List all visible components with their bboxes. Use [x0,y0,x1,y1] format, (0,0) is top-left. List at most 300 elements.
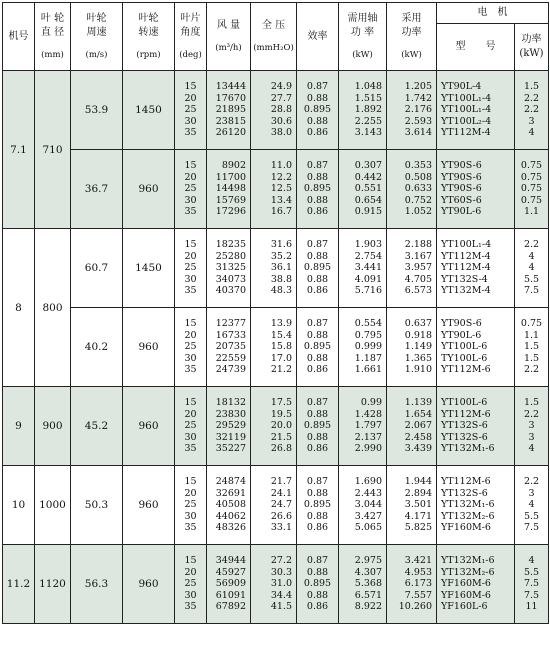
blade-angle-value: 15 [184,397,197,409]
used-power-value: 3.167 [404,250,432,262]
motor-power-value: 5.5 [523,273,540,285]
used-power-value: 6.173 [404,578,432,590]
used-power-value: 0.918 [404,329,432,341]
motor-model-value: YT90S-6 [441,183,482,195]
table-row [3,150,549,229]
used-power-value: 4.953 [404,566,432,578]
efficiency-value: 0.88 [306,194,329,206]
airflow-cell [207,71,251,150]
shaft-power-value: 2.255 [354,115,382,127]
used-power-value: 5.825 [404,522,432,534]
motor-power-value: 4 [528,127,535,139]
motor-power-value: 2.2 [523,92,540,104]
shaft-power-value: 4.307 [354,566,382,578]
shaft-power-value: 3.441 [354,262,382,274]
total-pressure-value: 13.9 [270,318,292,330]
rpm-cell: 1450 [123,229,175,308]
motor-power-value: 0.75 [520,183,543,195]
total-pressure-value: 21.2 [270,364,292,376]
used-power-value: 1.139 [404,397,432,409]
used-power-value: 2.593 [404,115,432,127]
airflow-value: 26120 [215,127,246,139]
total-pressure-value: 15.4 [270,329,292,341]
blade-angle-value: 35 [184,127,197,139]
tip-speed-cell: 56.3 [71,545,123,624]
used-power-value: 0.353 [404,160,432,172]
airflow-value: 48326 [215,522,246,534]
blade-angle-value: 35 [184,601,197,613]
total-pressure-value: 30.3 [270,566,292,578]
impeller-diameter-cell: 1120 [35,545,71,624]
shaft-power-value: 0.307 [354,160,382,172]
total-pressure-value: 16.7 [270,206,292,218]
total-pressure-value: 48.3 [270,285,292,297]
total-pressure-value: 21.5 [270,431,292,443]
efficiency-value: 0.86 [306,601,329,613]
motor-model-value: YT132S-6 [441,431,488,443]
used-power-value: 2.067 [404,420,432,432]
shaft-power-value: 4.091 [354,273,382,285]
shaft-power-value: 0.915 [354,206,382,218]
total-pressure-value: 13.4 [270,194,292,206]
blade-angle-value: 20 [184,92,197,104]
motor-model-value: YF160M-6 [441,578,491,590]
shaft-power-value: 0.554 [354,318,382,330]
total-pressure-value: 20.0 [270,420,292,432]
airflow-value: 8902 [221,160,246,172]
rpm-cell: 1450 [123,71,175,150]
efficiency-value: 0.895 [303,420,332,432]
motor-power-value: 2.2 [523,476,540,488]
blade-angle-value: 30 [184,115,197,127]
header-motor: 电 机 [437,3,549,24]
total-pressure-value: 21.7 [270,476,292,488]
airflow-value: 11700 [215,171,246,183]
rpm-cell: 960 [123,308,175,387]
airflow-cell [207,150,251,229]
airflow-value: 13444 [215,81,246,93]
airflow-value: 17670 [215,92,246,104]
motor-model-value: TY100L-6 [441,352,488,364]
tip-speed-cell: 40.2 [71,308,123,387]
machine-number-cell: 10 [3,466,35,545]
tip-speed-cell: 60.7 [71,229,123,308]
motor-power-value: 7.5 [523,589,540,601]
motor-model-value: YT132M₁-6 [441,443,495,455]
motor-power-value: 0.75 [520,194,543,206]
airflow-value: 29529 [215,420,246,432]
total-pressure-value: 35.2 [270,250,292,262]
motor-power-value: 4 [528,250,535,262]
used-power-value: 0.508 [404,171,432,183]
used-power-value: 1.365 [404,352,432,364]
motor-model-value: YT112M-6 [441,476,491,488]
motor-power-cell [515,545,549,624]
efficiency-value: 0.88 [306,589,329,601]
airflow-value: 12377 [215,318,246,330]
motor-model-value: YT112M-6 [441,408,491,420]
blade-angle-value: 35 [184,364,197,376]
total-pressure-value: 12.2 [270,171,292,183]
efficiency-value: 0.88 [306,250,329,262]
shaft-power-cell [339,308,387,387]
total-pressure-value: 11.0 [270,160,292,172]
efficiency-value: 0.88 [306,408,329,420]
total-pressure-value: 27.7 [270,92,292,104]
motor-power-value: 1.5 [523,397,540,409]
shaft-power-value: 0.999 [354,341,382,353]
used-power-value: 2.176 [404,104,432,116]
used-power-value: 4.705 [404,273,432,285]
blade-angle-value: 30 [184,510,197,522]
motor-power-value: 3 [528,431,535,443]
table-row [3,545,549,624]
rpm-cell: 960 [123,150,175,229]
rpm-cell: 960 [123,466,175,545]
efficiency-cell [297,308,339,387]
blade-angle-value: 15 [184,81,197,93]
used-power-value: 3.614 [404,127,432,139]
airflow-cell [207,466,251,545]
efficiency-value: 0.895 [303,499,332,511]
blade-angle-value: 35 [184,443,197,455]
total-pressure-value: 19.5 [270,408,292,420]
blade-angle-value: 20 [184,329,197,341]
motor-model-value: YT100L-6 [441,397,488,409]
airflow-value: 56909 [215,578,246,590]
used-power-value: 2.188 [404,239,432,251]
motor-power-value: 7.5 [523,578,540,590]
table-row [3,466,549,545]
motor-model-value: YT132M-4 [441,285,491,297]
motor-model-value: YF160M-6 [441,522,491,534]
total-pressure-cell [251,150,297,229]
efficiency-value: 0.895 [303,262,332,274]
efficiency-cell [297,229,339,308]
airflow-value: 18235 [215,239,246,251]
used-power-value: 1.910 [404,364,432,376]
motor-model-value: YT100L₁-4 [441,239,492,251]
motor-power-value: 7.5 [523,522,540,534]
blade-angle-value: 25 [184,262,197,274]
tip-speed-cell: 45.2 [71,387,123,466]
blade-angle-value: 25 [184,104,197,116]
header-total-pressure: 全 压 (mmH₂O) [251,3,297,71]
header-efficiency: 效率 [297,3,339,71]
total-pressure-cell [251,229,297,308]
impeller-diameter-cell: 1000 [35,466,71,545]
used-power-value: 0.633 [404,183,432,195]
motor-power-value: 3 [528,420,535,432]
motor-model-value: YT60S-6 [441,194,482,206]
total-pressure-value: 28.8 [270,104,292,116]
total-pressure-value: 24.9 [270,81,292,93]
shaft-power-value: 0.442 [354,171,382,183]
motor-model-value: YT112M-6 [441,364,491,376]
total-pressure-value: 38.0 [270,127,292,139]
blade-angle-cell [175,71,207,150]
shaft-power-value: 2.990 [354,443,382,455]
motor-model-value: YT132S-6 [441,420,488,432]
used-power-value: 1.654 [404,408,432,420]
airflow-value: 61091 [215,589,246,601]
motor-model-value: YT100L₁-4 [441,92,492,104]
efficiency-cell [297,150,339,229]
motor-model-value: YT112M-4 [441,127,491,139]
airflow-value: 14498 [215,183,246,195]
fan-performance-table [2,2,549,624]
motor-model-value: YT100L₂-4 [441,115,492,127]
total-pressure-cell [251,466,297,545]
header-motor-model: 型 号 [437,24,515,71]
table-row [3,71,549,150]
used-power-value: 2.894 [404,487,432,499]
rpm-cell: 960 [123,387,175,466]
motor-power-value: 3 [528,487,535,499]
motor-power-value: 2.2 [523,364,540,376]
motor-power-value: 5.5 [523,510,540,522]
motor-model-cell [437,466,515,545]
used-power-value: 0.752 [404,194,432,206]
header-airflow: 风 量 (m³/h) [207,3,251,71]
motor-power-value: 2.2 [523,104,540,116]
header-machine-number: 机号 [3,3,35,71]
airflow-value: 44062 [215,510,246,522]
shaft-power-value: 1.187 [354,352,382,364]
header-used-power: 采用 功率 (kW) [387,3,437,71]
used-power-value: 1.205 [404,81,432,93]
total-pressure-value: 38.8 [270,273,292,285]
total-pressure-value: 17.0 [270,352,292,364]
impeller-diameter-cell: 900 [35,387,71,466]
motor-model-value: YT132M₁-6 [441,499,495,511]
efficiency-value: 0.88 [306,273,329,285]
header-shaft-power: 需用轴 功 率 (kW) [339,3,387,71]
motor-power-value: 0.75 [520,160,543,172]
motor-power-cell [515,229,549,308]
total-pressure-value: 26.8 [270,443,292,455]
efficiency-value: 0.87 [306,81,329,93]
efficiency-value: 0.88 [306,329,329,341]
motor-power-value: 5.5 [523,566,540,578]
total-pressure-value: 26.6 [270,510,292,522]
shaft-power-value: 1.892 [354,104,382,116]
airflow-value: 45927 [215,566,246,578]
efficiency-cell [297,466,339,545]
blade-angle-value: 30 [184,273,197,285]
efficiency-value: 0.87 [306,476,329,488]
airflow-value: 40508 [215,499,246,511]
airflow-value: 23815 [215,115,246,127]
used-power-cell [387,229,437,308]
shaft-power-value: 2.443 [354,487,382,499]
used-power-value: 10.260 [398,601,432,613]
motor-model-cell [437,150,515,229]
shaft-power-value: 8.922 [354,601,382,613]
efficiency-value: 0.86 [306,443,329,455]
motor-power-value: 1.5 [523,341,540,353]
airflow-cell [207,387,251,466]
motor-model-value: YT100L-6 [441,341,488,353]
total-pressure-value: 41.5 [270,601,292,613]
shaft-power-cell [339,387,387,466]
total-pressure-value: 17.5 [270,397,292,409]
airflow-value: 34073 [215,273,246,285]
efficiency-cell [297,387,339,466]
shaft-power-value: 2.754 [354,250,382,262]
motor-power-cell [515,71,549,150]
shaft-power-value: 5.716 [354,285,382,297]
efficiency-value: 0.895 [303,341,332,353]
airflow-value: 24739 [215,364,246,376]
shaft-power-value: 3.044 [354,499,382,511]
used-power-value: 3.501 [404,499,432,511]
blade-angle-value: 30 [184,352,197,364]
used-power-cell [387,387,437,466]
efficiency-value: 0.88 [306,115,329,127]
motor-model-value: YT132M₂-6 [441,566,495,578]
total-pressure-value: 24.1 [270,487,292,499]
table-row [3,308,549,387]
blade-angle-value: 30 [184,589,197,601]
airflow-value: 18132 [215,397,246,409]
motor-power-cell [515,387,549,466]
blade-angle-value: 15 [184,555,197,567]
motor-model-cell [437,545,515,624]
motor-model-value: YT112M-4 [441,262,491,274]
efficiency-value: 0.87 [306,397,329,409]
shaft-power-value: 0.795 [354,329,382,341]
efficiency-value: 0.895 [303,578,332,590]
motor-model-value: YT90S-6 [441,171,482,183]
motor-power-cell [515,308,549,387]
airflow-value: 34944 [215,555,246,567]
shaft-power-cell [339,71,387,150]
blade-angle-value: 25 [184,183,197,195]
shaft-power-value: 1.661 [354,364,382,376]
used-power-cell [387,545,437,624]
efficiency-cell [297,71,339,150]
used-power-cell [387,308,437,387]
impeller-diameter-cell: 710 [35,71,71,229]
shaft-power-value: 1.690 [354,476,382,488]
shaft-power-value: 1.428 [354,408,382,420]
blade-angle-value: 20 [184,487,197,499]
tip-speed-cell: 50.3 [71,466,123,545]
motor-model-cell [437,308,515,387]
airflow-value: 31325 [215,262,246,274]
used-power-value: 1.149 [404,341,432,353]
airflow-value: 25280 [215,250,246,262]
header-impeller-diameter: 叶 轮 直 径 (mm) [35,3,71,71]
motor-model-value: YT100L₁-4 [441,104,492,116]
efficiency-value: 0.88 [306,510,329,522]
blade-angle-value: 15 [184,318,197,330]
shaft-power-value: 2.137 [354,431,382,443]
motor-model-cell [437,387,515,466]
shaft-power-value: 0.551 [354,183,382,195]
used-power-cell [387,71,437,150]
total-pressure-cell [251,71,297,150]
blade-angle-cell [175,466,207,545]
shaft-power-value: 2.975 [354,555,382,567]
motor-model-value: YF160M-6 [441,589,491,601]
airflow-value: 21895 [215,104,246,116]
machine-number-cell: 9 [3,387,35,466]
blade-angle-value: 20 [184,171,197,183]
shaft-power-value: 3.143 [354,127,382,139]
motor-power-value: 2.2 [523,239,540,251]
blade-angle-cell [175,387,207,466]
used-power-value: 1.052 [404,206,432,218]
shaft-power-cell [339,150,387,229]
blade-angle-cell [175,545,207,624]
total-pressure-cell [251,308,297,387]
motor-model-value: YT132M₁-6 [441,555,495,567]
efficiency-value: 0.87 [306,239,329,251]
motor-power-value: 2.2 [523,408,540,420]
blade-angle-value: 15 [184,476,197,488]
motor-power-cell [515,466,549,545]
blade-angle-value: 20 [184,250,197,262]
motor-power-value: 4 [528,262,535,274]
motor-model-value: YT90S-6 [441,318,482,330]
motor-power-value: 0.75 [520,318,543,330]
motor-model-value: YT132S-4 [441,273,488,285]
motor-power-value: 1.1 [523,329,540,341]
header-blade-angle: 叶片 角度 (deg) [175,3,207,71]
blade-angle-value: 25 [184,499,197,511]
blade-angle-cell [175,150,207,229]
efficiency-value: 0.895 [303,183,332,195]
used-power-value: 3.439 [404,443,432,455]
blade-angle-value: 35 [184,285,197,297]
motor-model-value: YT90L-6 [441,329,482,341]
header-impeller-tip-speed: 叶轮 周速 (m/s) [71,3,123,71]
shaft-power-value: 5.368 [354,578,382,590]
used-power-value: 0.637 [404,318,432,330]
efficiency-value: 0.86 [306,206,329,218]
motor-model-cell [437,71,515,150]
airflow-value: 23830 [215,408,246,420]
efficiency-value: 0.88 [306,566,329,578]
total-pressure-value: 12.5 [270,183,292,195]
airflow-value: 32119 [215,431,246,443]
airflow-value: 35227 [215,443,246,455]
motor-model-value: YT90S-6 [441,160,482,172]
blade-angle-value: 30 [184,194,197,206]
efficiency-cell [297,545,339,624]
blade-angle-value: 35 [184,206,197,218]
airflow-value: 20735 [215,341,246,353]
total-pressure-value: 33.1 [270,522,292,534]
table-row [3,387,549,466]
total-pressure-value: 34.4 [270,589,292,601]
motor-model-value: YT112M-4 [441,250,491,262]
efficiency-value: 0.86 [306,522,329,534]
airflow-value: 15769 [215,194,246,206]
efficiency-value: 0.86 [306,127,329,139]
blade-angle-value: 25 [184,420,197,432]
total-pressure-value: 24.7 [270,499,292,511]
shaft-power-value: 5.065 [354,522,382,534]
motor-model-value: YT132S-6 [441,487,488,499]
machine-number-cell: 7.1 [3,71,35,229]
tip-speed-cell: 36.7 [71,150,123,229]
motor-model-value: YF160L-6 [441,601,488,613]
efficiency-value: 0.88 [306,352,329,364]
total-pressure-value: 31.6 [270,239,292,251]
